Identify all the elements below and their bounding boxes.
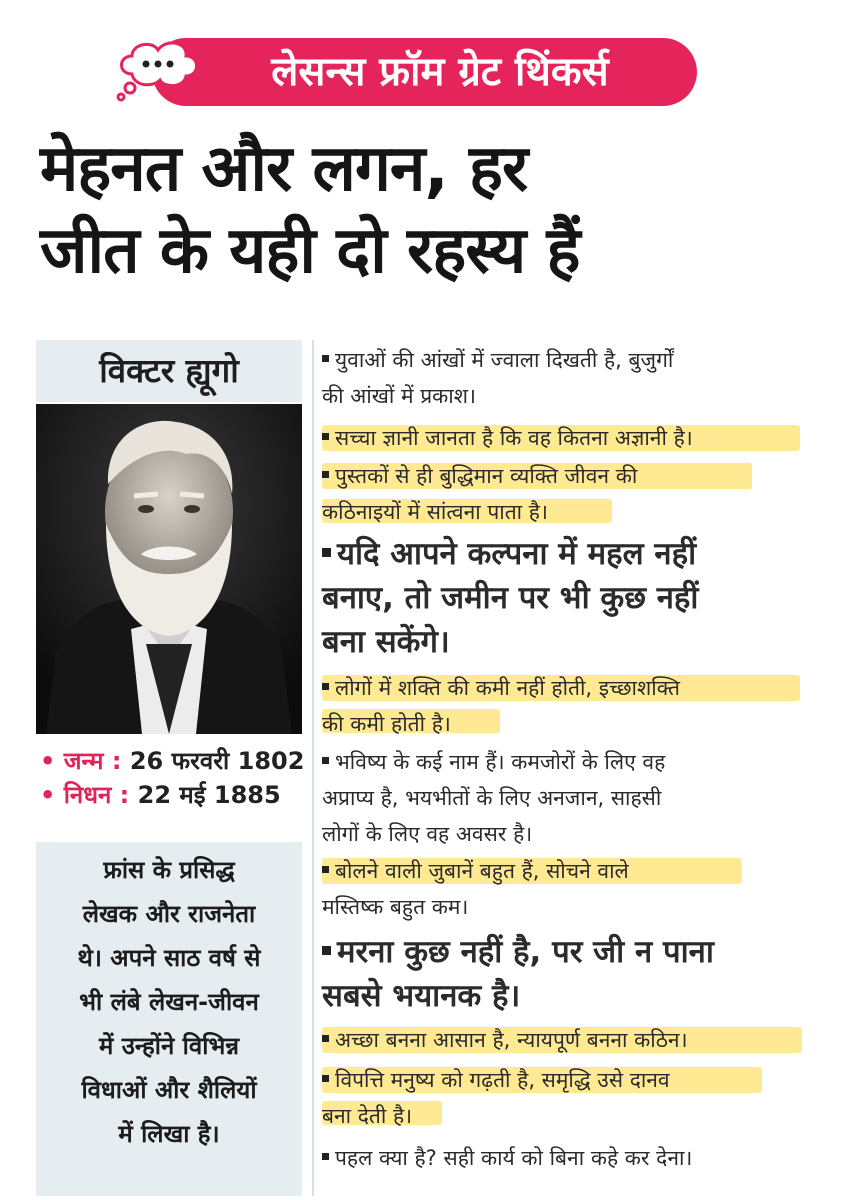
quote-line: मरना कुछ नहीं है, पर जी न पाना (322, 930, 714, 974)
quote-line: की आंखों में प्रकाश। (322, 384, 476, 408)
bio-text (44, 848, 294, 1156)
birth-label: जन्म : (63, 747, 122, 775)
birth-date-row: • जन्म : 26 फरवरी 1802 (40, 747, 305, 775)
quote-1 (322, 342, 673, 414)
quote-line: सच्चा ज्ञानी जानता है कि वह कितना अज्ञानी है। (322, 420, 693, 456)
quote-line: सबसे भयानक है। (322, 978, 521, 1014)
quote-line: कठिनाइयों में सांत्वना पाता है। (322, 500, 548, 524)
quote-line: बना सकेंगे। (322, 624, 450, 660)
quote-line: विपत्ति मनुष्य को गढ़ती है, समृद्धि उसे दानव (322, 1062, 670, 1098)
bio-line: विधाओं और शैलियों (81, 1076, 257, 1104)
quote-line: अप्राप्य है, भयभीतों के लिए अनजान, साहसी (322, 786, 662, 810)
quote-line: पहल क्या है? सही कार्य को बिना कहे कर देना। (322, 1140, 692, 1176)
quote-9 (322, 1022, 688, 1058)
quote-line: लोगों में शक्ति की कमी नहीं होती, इच्छाशक्ति (322, 670, 680, 706)
quote-line: मस्तिष्क बहुत कम। (322, 895, 469, 919)
quote-2 (322, 420, 693, 456)
banner-title: लेसन्स फ्रॉम ग्रेट थिंकर्स (271, 49, 609, 95)
life-dates (40, 744, 310, 812)
quote-line: की कमी होती है। (322, 712, 451, 736)
person-name: विक्टर ह्यूगो (99, 351, 239, 390)
quote-8 (322, 930, 714, 1018)
quote-line: बनाए, तो जमीन पर भी कुछ नहीं (322, 580, 699, 616)
quote-line: बना देती है। (322, 1104, 413, 1128)
column-divider (312, 340, 314, 1196)
quote-6 (322, 744, 665, 852)
quote-3 (322, 458, 637, 530)
quote-line: अच्छा बनना आसान है, न्यायपूर्ण बनना कठिन। (322, 1022, 688, 1058)
quote-4 (322, 532, 698, 664)
headline-line-2: जीत के यही दो रहस्य हैं (40, 214, 580, 288)
quote-5 (322, 670, 680, 742)
bio-line: लेखक और राजनेता (82, 900, 256, 928)
bio-line: थे। अपने साठ वर्ष से (77, 944, 261, 972)
headline-line-1: मेहनत और लगन, हर (40, 132, 528, 206)
death-label: निधन : (63, 781, 130, 809)
birth-value: 26 फरवरी 1802 (129, 747, 305, 775)
bio-line: में उन्होंने विभिन्न (99, 1032, 239, 1060)
page-title (40, 128, 820, 292)
death-date-row: • निधन : 22 मई 1885 (40, 781, 281, 809)
bio-line: भी लंबे लेखन-जीवन (79, 988, 259, 1016)
quote-line: यदि आपने कल्पना में महल नहीं (322, 532, 698, 576)
quote-7 (322, 853, 629, 925)
quote-11 (322, 1140, 692, 1176)
death-value: 22 मई 1885 (137, 781, 281, 809)
quote-line: पुस्तकों से ही बुद्धिमान व्यक्ति जीवन की (322, 458, 637, 494)
bio-line: फ्रांस के प्रसिद्ध (103, 856, 235, 884)
portrait-photo (36, 404, 302, 734)
quote-line: भविष्य के कई नाम हैं। कमजोरों के लिए वह (322, 744, 665, 780)
quote-10 (322, 1062, 670, 1134)
quote-line: लोगों के लिए वह अवसर है। (322, 822, 533, 846)
quote-line: बोलने वाली जुबानें बहुत हैं, सोचने वाले (322, 853, 629, 889)
quote-line: युवाओं की आंखों में ज्वाला दिखती है, बुजुर्गों (322, 342, 673, 378)
bio-line: में लिखा है। (118, 1120, 220, 1148)
